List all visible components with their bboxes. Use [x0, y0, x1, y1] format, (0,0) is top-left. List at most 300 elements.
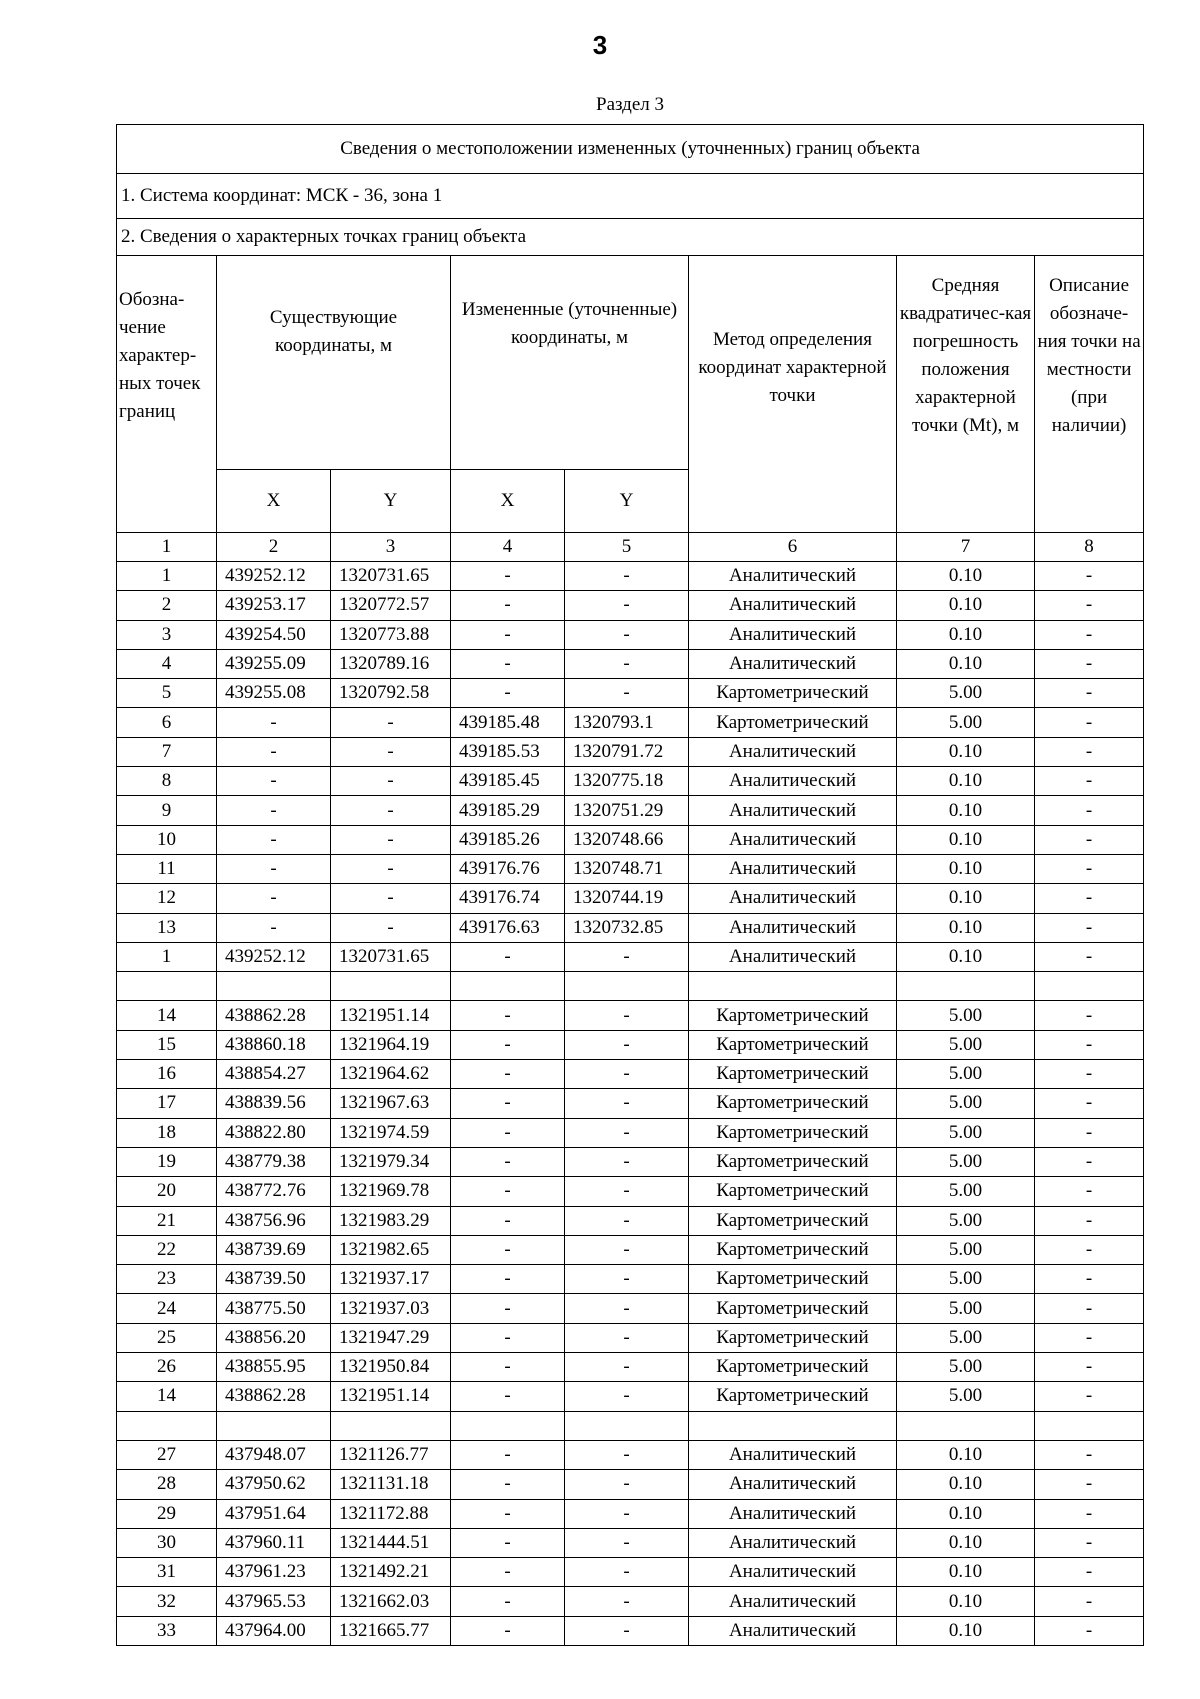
table-row	[117, 1206, 1144, 1235]
page-number: 3	[592, 30, 608, 60]
mean-error-cell: 5.00	[897, 1323, 1035, 1352]
changed-x-cell: -	[451, 1587, 565, 1616]
point-number-cell: 14	[117, 1001, 217, 1030]
point-number-cell: 32	[117, 1587, 217, 1616]
column-number: 6	[689, 533, 897, 562]
table-row	[117, 1147, 1144, 1176]
point-number-cell: 12	[117, 884, 217, 913]
description-cell: -	[1035, 1147, 1144, 1176]
column-number-row	[117, 533, 1144, 562]
method-cell	[689, 1411, 897, 1440]
changed-y-cell: -	[565, 1382, 689, 1411]
existing-x-cell: 439254.50	[217, 620, 331, 649]
table-row	[117, 913, 1144, 942]
changed-x-cell: 439185.53	[451, 737, 565, 766]
existing-x-cell: -	[217, 884, 331, 913]
changed-x-cell: -	[451, 1616, 565, 1645]
column-number: 5	[565, 533, 689, 562]
existing-x-cell: 439255.08	[217, 679, 331, 708]
point-number-cell: 7	[117, 737, 217, 766]
mean-error-cell: 0.10	[897, 1587, 1035, 1616]
changed-x-cell: 439185.29	[451, 796, 565, 825]
point-number-cell: 6	[117, 708, 217, 737]
changed-x-cell: -	[451, 1323, 565, 1352]
description-cell: -	[1035, 1060, 1144, 1089]
mean-error-cell: 0.10	[897, 913, 1035, 942]
existing-x-cell: 438862.28	[217, 1001, 331, 1030]
changed-y-cell: -	[565, 1265, 689, 1294]
table-row	[117, 767, 1144, 796]
existing-x-cell	[217, 972, 331, 1001]
table-row	[117, 708, 1144, 737]
header-existing-x: X	[217, 470, 331, 533]
point-number-cell: 26	[117, 1353, 217, 1382]
changed-x-cell: -	[451, 620, 565, 649]
table-row	[117, 649, 1144, 678]
existing-y-cell: 1321967.63	[331, 1089, 451, 1118]
existing-y-cell: -	[331, 737, 451, 766]
changed-y-cell: -	[565, 1147, 689, 1176]
changed-x-cell: -	[451, 1382, 565, 1411]
existing-y-cell: 1320731.65	[331, 562, 451, 591]
existing-y-cell: -	[331, 884, 451, 913]
description-cell: -	[1035, 942, 1144, 971]
description-cell: -	[1035, 1470, 1144, 1499]
table-row	[117, 562, 1144, 591]
description-cell	[1035, 972, 1144, 1001]
mean-error-cell: 5.00	[897, 1294, 1035, 1323]
table-title: Сведения о местоположении измененных (уточненных) границ объекта	[117, 125, 1144, 174]
point-number-cell: 19	[117, 1147, 217, 1176]
changed-x-cell: -	[451, 679, 565, 708]
column-number: 8	[1035, 533, 1144, 562]
method-cell: Аналитический	[689, 591, 897, 620]
table-row	[117, 1089, 1144, 1118]
point-number-cell: 3	[117, 620, 217, 649]
changed-x-cell: 439176.63	[451, 913, 565, 942]
mean-error-cell: 5.00	[897, 1030, 1035, 1059]
point-number-cell: 28	[117, 1470, 217, 1499]
table-row	[117, 1265, 1144, 1294]
point-number-cell: 9	[117, 796, 217, 825]
point-number-cell: 27	[117, 1440, 217, 1469]
changed-x-cell: -	[451, 1470, 565, 1499]
table-row	[117, 1440, 1144, 1469]
existing-x-cell: 439253.17	[217, 591, 331, 620]
changed-y-cell: -	[565, 649, 689, 678]
table-row	[117, 1382, 1144, 1411]
mean-error-cell: 5.00	[897, 1235, 1035, 1264]
table-row	[117, 679, 1144, 708]
existing-y-cell: 1321964.62	[331, 1060, 451, 1089]
existing-x-cell: 437948.07	[217, 1440, 331, 1469]
changed-y-cell: -	[565, 620, 689, 649]
table-row	[117, 1470, 1144, 1499]
changed-y-cell: -	[565, 1118, 689, 1147]
changed-x-cell: -	[451, 1235, 565, 1264]
changed-x-cell: -	[451, 1353, 565, 1382]
changed-y-cell: -	[565, 1440, 689, 1469]
method-cell: Картометрический	[689, 1382, 897, 1411]
method-cell: Аналитический	[689, 767, 897, 796]
point-number-cell: 18	[117, 1118, 217, 1147]
mean-error-cell: 0.10	[897, 854, 1035, 883]
existing-x-cell: -	[217, 854, 331, 883]
method-cell: Аналитический	[689, 942, 897, 971]
mean-error-cell: 0.10	[897, 796, 1035, 825]
point-number-cell: 5	[117, 679, 217, 708]
method-cell: Картометрический	[689, 1001, 897, 1030]
existing-y-cell: 1320773.88	[331, 620, 451, 649]
changed-y-cell: 1320748.66	[565, 825, 689, 854]
changed-y-cell: 1320748.71	[565, 854, 689, 883]
changed-y-cell: 1320751.29	[565, 796, 689, 825]
point-number-cell: 4	[117, 649, 217, 678]
existing-x-cell: -	[217, 767, 331, 796]
mean-error-cell: 0.10	[897, 1499, 1035, 1528]
mean-error-cell: 5.00	[897, 1001, 1035, 1030]
header-description: Описание обозначе-ния точки на местности (при наличии)	[1035, 256, 1144, 533]
changed-y-cell: -	[565, 1001, 689, 1030]
mean-error-cell: 0.10	[897, 767, 1035, 796]
description-cell: -	[1035, 679, 1144, 708]
changed-y-cell: -	[565, 562, 689, 591]
point-number-cell: 1	[117, 562, 217, 591]
description-cell: -	[1035, 1206, 1144, 1235]
changed-y-cell: 1320744.19	[565, 884, 689, 913]
header-method: Метод определения координат характерной точки	[689, 256, 897, 533]
table-row	[117, 1353, 1144, 1382]
description-cell: -	[1035, 1089, 1144, 1118]
method-cell: Аналитический	[689, 1440, 897, 1469]
table-row	[117, 942, 1144, 971]
point-number-cell: 22	[117, 1235, 217, 1264]
table-row	[117, 1177, 1144, 1206]
existing-y-cell: 1321951.14	[331, 1382, 451, 1411]
method-cell: Аналитический	[689, 854, 897, 883]
method-cell: Аналитический	[689, 1616, 897, 1645]
mean-error-cell: 5.00	[897, 708, 1035, 737]
changed-y-cell	[565, 1411, 689, 1440]
description-cell: -	[1035, 591, 1144, 620]
description-cell: -	[1035, 1118, 1144, 1147]
mean-error-cell: 0.10	[897, 737, 1035, 766]
changed-y-cell: -	[565, 1235, 689, 1264]
method-cell: Картометрический	[689, 1030, 897, 1059]
method-cell: Картометрический	[689, 1294, 897, 1323]
existing-y-cell: 1321444.51	[331, 1528, 451, 1557]
changed-x-cell: -	[451, 1118, 565, 1147]
table-row	[117, 796, 1144, 825]
description-cell: -	[1035, 649, 1144, 678]
existing-x-cell: 438839.56	[217, 1089, 331, 1118]
method-cell: Картометрический	[689, 1323, 897, 1352]
table-row	[117, 854, 1144, 883]
changed-x-cell: 439185.48	[451, 708, 565, 737]
table-row	[117, 1001, 1144, 1030]
mean-error-cell: 5.00	[897, 1353, 1035, 1382]
description-cell	[1035, 1411, 1144, 1440]
description-cell: -	[1035, 620, 1144, 649]
method-cell: Аналитический	[689, 1558, 897, 1587]
changed-x-cell: -	[451, 1060, 565, 1089]
existing-y-cell: 1321131.18	[331, 1470, 451, 1499]
mean-error-cell: 0.10	[897, 649, 1035, 678]
table-row	[117, 1030, 1144, 1059]
existing-y-cell	[331, 972, 451, 1001]
mean-error-cell: 5.00	[897, 1206, 1035, 1235]
existing-x-cell: 437951.64	[217, 1499, 331, 1528]
existing-y-cell: 1321969.78	[331, 1177, 451, 1206]
changed-x-cell: -	[451, 1294, 565, 1323]
existing-y-cell: 1321126.77	[331, 1440, 451, 1469]
existing-x-cell: 438856.20	[217, 1323, 331, 1352]
existing-y-cell: -	[331, 796, 451, 825]
mean-error-cell: 0.10	[897, 620, 1035, 649]
mean-error-cell: 0.10	[897, 562, 1035, 591]
existing-x-cell: 438739.69	[217, 1235, 331, 1264]
existing-x-cell: 438739.50	[217, 1265, 331, 1294]
table-row	[117, 1235, 1144, 1264]
table-row	[117, 1411, 1144, 1440]
point-number-cell: 25	[117, 1323, 217, 1352]
table-row	[117, 591, 1144, 620]
method-cell: Картометрический	[689, 708, 897, 737]
header-existing-coordinates: Существующие координаты, м	[217, 256, 451, 470]
mean-error-cell: 5.00	[897, 1060, 1035, 1089]
method-cell: Картометрический	[689, 1235, 897, 1264]
point-number-cell	[117, 972, 217, 1001]
changed-x-cell: -	[451, 1440, 565, 1469]
changed-y-cell: -	[565, 1528, 689, 1557]
mean-error-cell: 0.10	[897, 1440, 1035, 1469]
description-cell: -	[1035, 1616, 1144, 1645]
table-row	[117, 1294, 1144, 1323]
method-cell: Картометрический	[689, 1118, 897, 1147]
method-cell: Картометрический	[689, 1353, 897, 1382]
description-cell: -	[1035, 1294, 1144, 1323]
method-cell: Аналитический	[689, 649, 897, 678]
changed-y-cell: 1320793.1	[565, 708, 689, 737]
description-cell: -	[1035, 1440, 1144, 1469]
point-number-cell: 24	[117, 1294, 217, 1323]
changed-y-cell: -	[565, 1206, 689, 1235]
changed-y-cell: -	[565, 1294, 689, 1323]
changed-y-cell: -	[565, 591, 689, 620]
changed-x-cell: 439185.45	[451, 767, 565, 796]
table-row	[117, 737, 1144, 766]
existing-x-cell: 437961.23	[217, 1558, 331, 1587]
changed-x-cell: -	[451, 1206, 565, 1235]
table-row	[117, 972, 1144, 1001]
mean-error-cell: 5.00	[897, 1265, 1035, 1294]
changed-x-cell: -	[451, 1001, 565, 1030]
mean-error-cell: 5.00	[897, 1089, 1035, 1118]
existing-x-cell: 438822.80	[217, 1118, 331, 1147]
changed-x-cell	[451, 1411, 565, 1440]
description-cell: -	[1035, 884, 1144, 913]
description-cell: -	[1035, 1558, 1144, 1587]
table-row	[117, 1060, 1144, 1089]
existing-x-cell: 438860.18	[217, 1030, 331, 1059]
changed-y-cell: 1320775.18	[565, 767, 689, 796]
table-row	[117, 1323, 1144, 1352]
existing-y-cell: 1321662.03	[331, 1587, 451, 1616]
existing-x-cell: -	[217, 708, 331, 737]
description-cell: -	[1035, 1499, 1144, 1528]
existing-x-cell: 437964.00	[217, 1616, 331, 1645]
description-cell: -	[1035, 1235, 1144, 1264]
changed-x-cell: -	[451, 1265, 565, 1294]
description-cell: -	[1035, 854, 1144, 883]
existing-y-cell	[331, 1411, 451, 1440]
existing-y-cell: -	[331, 854, 451, 883]
existing-y-cell: 1321950.84	[331, 1353, 451, 1382]
changed-y-cell: -	[565, 1558, 689, 1587]
description-cell: -	[1035, 1030, 1144, 1059]
existing-x-cell: 438854.27	[217, 1060, 331, 1089]
table-row	[117, 1558, 1144, 1587]
changed-y-cell: -	[565, 1587, 689, 1616]
point-number-cell: 21	[117, 1206, 217, 1235]
mean-error-cell: 0.10	[897, 884, 1035, 913]
description-cell: -	[1035, 1587, 1144, 1616]
mean-error-cell: 0.10	[897, 1470, 1035, 1499]
existing-x-cell: 437960.11	[217, 1528, 331, 1557]
method-cell	[689, 972, 897, 1001]
mean-error-cell: 0.10	[897, 591, 1035, 620]
changed-y-cell: 1320791.72	[565, 737, 689, 766]
mean-error-cell: 5.00	[897, 1118, 1035, 1147]
existing-y-cell: -	[331, 767, 451, 796]
existing-y-cell: 1321983.29	[331, 1206, 451, 1235]
point-number-cell: 8	[117, 767, 217, 796]
point-number-cell: 2	[117, 591, 217, 620]
method-cell: Картометрический	[689, 1206, 897, 1235]
existing-y-cell: 1321492.21	[331, 1558, 451, 1587]
method-cell: Аналитический	[689, 825, 897, 854]
method-cell: Аналитический	[689, 1528, 897, 1557]
mean-error-cell: 5.00	[897, 1382, 1035, 1411]
existing-x-cell: 438862.28	[217, 1382, 331, 1411]
coordinate-system: 1. Система координат: МСК - 36, зона 1	[117, 174, 1144, 219]
description-cell: -	[1035, 1265, 1144, 1294]
changed-y-cell: -	[565, 1177, 689, 1206]
description-cell: -	[1035, 562, 1144, 591]
table-body	[117, 562, 1144, 1646]
changed-y-cell: -	[565, 1353, 689, 1382]
method-cell: Аналитический	[689, 913, 897, 942]
changed-x-cell: 439176.76	[451, 854, 565, 883]
description-cell: -	[1035, 825, 1144, 854]
changed-x-cell: -	[451, 1499, 565, 1528]
existing-y-cell: 1320731.65	[331, 942, 451, 971]
existing-y-cell: 1321937.03	[331, 1294, 451, 1323]
column-number: 4	[451, 533, 565, 562]
existing-x-cell: 438775.50	[217, 1294, 331, 1323]
point-number-cell: 31	[117, 1558, 217, 1587]
table-row	[117, 1118, 1144, 1147]
changed-y-cell: -	[565, 942, 689, 971]
point-number-cell: 17	[117, 1089, 217, 1118]
column-number: 2	[217, 533, 331, 562]
method-cell: Картометрический	[689, 679, 897, 708]
existing-x-cell: 437950.62	[217, 1470, 331, 1499]
method-cell: Аналитический	[689, 884, 897, 913]
point-number-cell	[117, 1411, 217, 1440]
mean-error-cell: 0.10	[897, 1558, 1035, 1587]
changed-x-cell: 439176.74	[451, 884, 565, 913]
method-cell: Картометрический	[689, 1089, 897, 1118]
point-number-cell: 23	[117, 1265, 217, 1294]
existing-x-cell: -	[217, 825, 331, 854]
point-number-cell: 16	[117, 1060, 217, 1089]
method-cell: Аналитический	[689, 1587, 897, 1616]
header-changed-x: X	[451, 470, 565, 533]
boundary-points-table	[116, 124, 1144, 1646]
existing-x-cell: 439252.12	[217, 942, 331, 971]
existing-x-cell: -	[217, 737, 331, 766]
point-number-cell: 29	[117, 1499, 217, 1528]
point-number-cell: 11	[117, 854, 217, 883]
method-cell: Аналитический	[689, 1470, 897, 1499]
existing-y-cell: 1321937.17	[331, 1265, 451, 1294]
description-cell: -	[1035, 1528, 1144, 1557]
point-number-cell: 1	[117, 942, 217, 971]
existing-y-cell: 1321979.34	[331, 1147, 451, 1176]
changed-x-cell: 439185.26	[451, 825, 565, 854]
existing-y-cell: 1321951.14	[331, 1001, 451, 1030]
existing-x-cell: 439255.09	[217, 649, 331, 678]
existing-x-cell: 438772.76	[217, 1177, 331, 1206]
existing-y-cell: 1321665.77	[331, 1616, 451, 1645]
description-cell: -	[1035, 796, 1144, 825]
mean-error-cell: 0.10	[897, 1616, 1035, 1645]
column-number: 7	[897, 533, 1035, 562]
table-row	[117, 884, 1144, 913]
existing-y-cell: 1321172.88	[331, 1499, 451, 1528]
changed-y-cell: -	[565, 1323, 689, 1352]
mean-error-cell	[897, 972, 1035, 1001]
changed-y-cell: -	[565, 1616, 689, 1645]
description-cell: -	[1035, 1177, 1144, 1206]
point-number-cell: 30	[117, 1528, 217, 1557]
mean-error-cell: 5.00	[897, 679, 1035, 708]
mean-error-cell	[897, 1411, 1035, 1440]
table-row	[117, 1499, 1144, 1528]
table-row	[117, 825, 1144, 854]
description-cell: -	[1035, 1382, 1144, 1411]
header-error: Средняя квадратичес-кая погрешность положения характерной точки (Mt), м	[897, 256, 1035, 533]
changed-y-cell: -	[565, 1030, 689, 1059]
table-row	[117, 1528, 1144, 1557]
changed-x-cell: -	[451, 1147, 565, 1176]
method-cell: Картометрический	[689, 1177, 897, 1206]
description-cell: -	[1035, 1353, 1144, 1382]
changed-x-cell: -	[451, 562, 565, 591]
description-cell: -	[1035, 708, 1144, 737]
changed-x-cell: -	[451, 1528, 565, 1557]
method-cell: Картометрический	[689, 1147, 897, 1176]
method-cell: Аналитический	[689, 562, 897, 591]
table-row	[117, 1587, 1144, 1616]
existing-y-cell: -	[331, 825, 451, 854]
changed-x-cell: -	[451, 1177, 565, 1206]
changed-x-cell: -	[451, 1030, 565, 1059]
changed-y-cell	[565, 972, 689, 1001]
existing-y-cell: 1321964.19	[331, 1030, 451, 1059]
header-existing-y: Y	[331, 470, 451, 533]
